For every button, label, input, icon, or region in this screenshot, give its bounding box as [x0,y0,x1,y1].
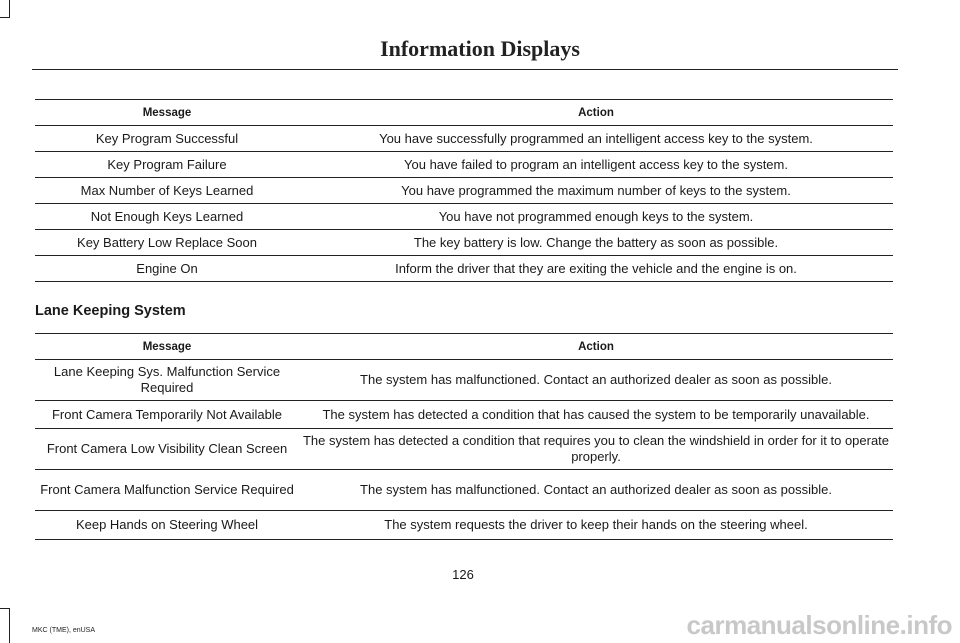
crop-mark [9,0,10,18]
table-row [35,401,893,429]
table-row [35,360,893,401]
column-header-message: Message [35,334,299,360]
table-row [35,429,893,470]
crop-mark [0,608,10,609]
message-cell: Keep Hands on Steering Wheel [35,511,299,540]
crop-mark [9,608,10,643]
action-cell: The system has detected a condition that has caused the system to be temporarily unavailable. [299,401,893,429]
action-cell: The system has malfunctioned. Contact an authorized dealer as soon as possible. [299,360,893,401]
key-messages-table [35,99,893,282]
table-row [35,126,893,152]
table-row [35,511,893,540]
watermark-logo: carmanualsonline.info [686,610,952,640]
action-cell: You have programmed the maximum number of keys to the system. [299,178,893,204]
table-row [35,230,893,256]
action-cell: The system has malfunctioned. Contact an authorized dealer as soon as possible. [299,470,893,511]
lane-keeping-messages-table [35,333,893,540]
table-row [35,204,893,230]
header-divider [32,69,898,70]
column-header-action: Action [299,334,893,360]
table-row [35,256,893,282]
message-cell: Front Camera Malfunction Service Required [35,470,299,511]
page-number: 126 [452,567,474,582]
action-cell: You have successfully programmed an intelligent access key to the system. [299,126,893,152]
page-title: Information Displays [380,36,580,61]
message-cell: Front Camera Temporarily Not Available [35,401,299,429]
column-header-message: Message [35,100,299,126]
column-header-action: Action [299,100,893,126]
table-row [35,152,893,178]
message-cell: Lane Keeping Sys. Malfunction Service Required [35,360,299,401]
table-header-row [35,334,893,360]
message-cell: Key Program Failure [35,152,299,178]
section-heading-lane-keeping: Lane Keeping System [35,303,186,319]
table-header-row [35,100,893,126]
message-cell: Max Number of Keys Learned [35,178,299,204]
action-cell: The key battery is low. Change the battery as soon as possible. [299,230,893,256]
action-cell: You have failed to program an intelligent access key to the system. [299,152,893,178]
action-cell: The system requests the driver to keep their hands on the steering wheel. [299,511,893,540]
message-cell: Key Battery Low Replace Soon [35,230,299,256]
message-cell: Key Program Successful [35,126,299,152]
table-row [35,470,893,511]
message-cell: Engine On [35,256,299,282]
crop-mark [0,17,10,18]
action-cell: Inform the driver that they are exiting the vehicle and the engine is on. [299,256,893,282]
table-row [35,178,893,204]
action-cell: The system has detected a condition that requires you to clean the windshield in order for it to operate properly. [299,429,893,470]
message-cell: Front Camera Low Visibility Clean Screen [35,429,299,470]
action-cell: You have not programmed enough keys to the system. [299,204,893,230]
message-cell: Not Enough Keys Learned [35,204,299,230]
document-code: MKC (TME), enUSA [32,627,96,634]
